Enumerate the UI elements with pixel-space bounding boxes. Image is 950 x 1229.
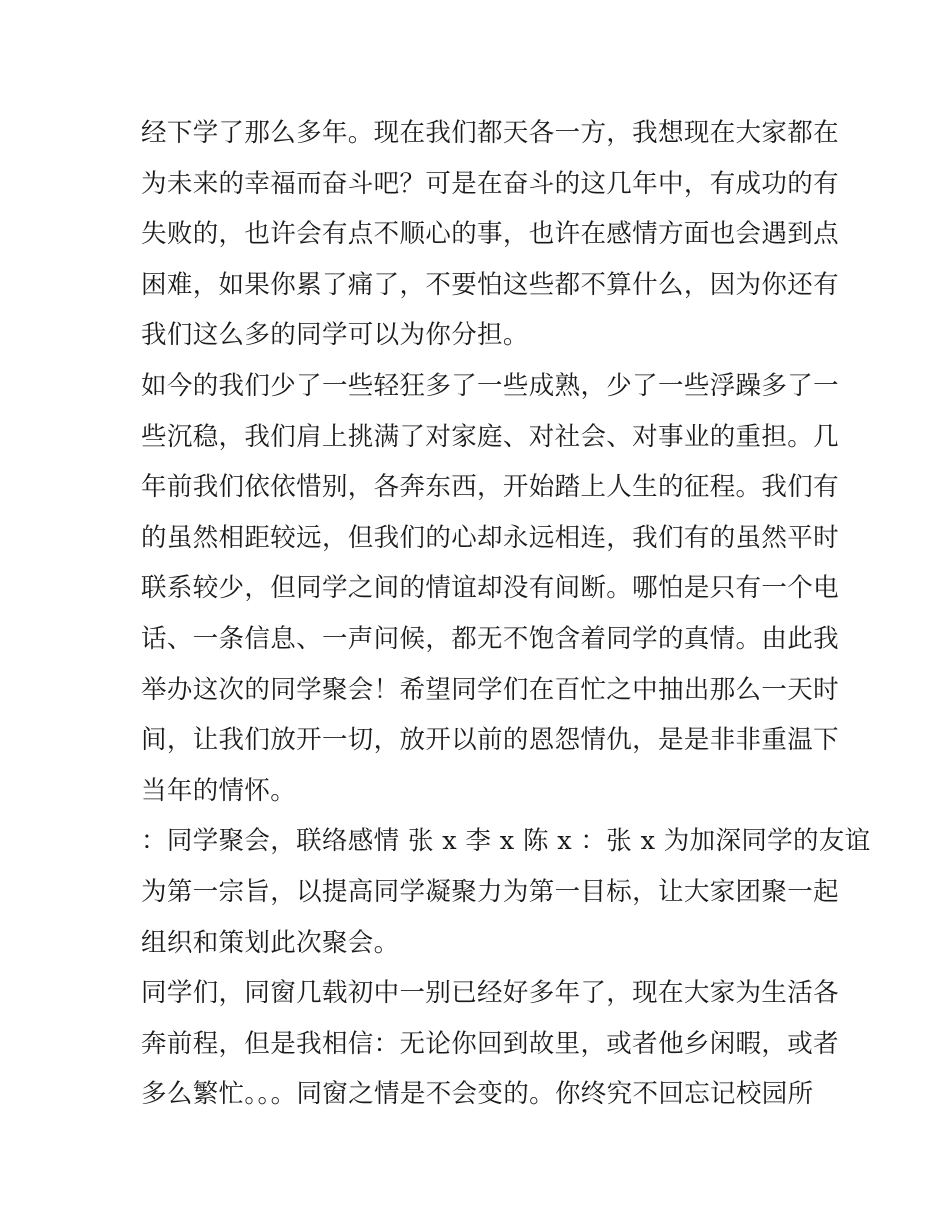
text-line: 联系较少，但同学之间的情谊却没有间断。哪怕是只有一个电 bbox=[141, 573, 839, 604]
text-line: 组织和策划此次聚会。 bbox=[141, 927, 400, 958]
text-line: 为未来的幸福而奋斗吧？可是在奋斗的这几年中，有成功的有 bbox=[141, 168, 839, 199]
text-line: 间，让我们放开一切，放开以前的恩怨情仇，是是非非重温下 bbox=[141, 725, 839, 756]
text-line: 奔前程，但是我相信：无论你回到故里，或者他乡闲暇，或者 bbox=[141, 1028, 839, 1059]
text-line: 年前我们依依惜别，各奔东西，开始踏上人生的征程。我们有 bbox=[141, 472, 839, 503]
paragraph-4 bbox=[141, 968, 839, 1120]
text-line: 为第一宗旨，以提高同学凝聚力为第一目标，让大家团聚一起 bbox=[141, 876, 839, 907]
text-line: 话、一条信息、一声问候，都无不饱含着同学的真情。由此我 bbox=[141, 623, 839, 654]
text-line: ：同学聚会，联络感情 张 x 李 x 陈 x ：张 x 为加深同学的友谊 bbox=[141, 826, 871, 857]
paragraph-3 bbox=[141, 816, 871, 968]
text-line: 经下学了那么多年。现在我们都天各一方，我想现在大家都在 bbox=[141, 118, 839, 148]
text-line: 的虽然相距较远，但我们的心却永远相连，我们有的虽然平时 bbox=[141, 522, 839, 553]
text-line: 当年的情怀。 bbox=[141, 775, 297, 806]
text-line: 些沉稳，我们肩上挑满了对家庭、对社会、对事业的重担。几 bbox=[141, 421, 839, 452]
text-line: 困难，如果你累了痛了，不要怕这些都不算什么，因为你还有 bbox=[141, 269, 839, 300]
paragraph-1 bbox=[141, 108, 839, 361]
document-body bbox=[141, 108, 871, 1120]
text-line: 同学们，同窗几载初中一别已经好多年了，现在大家为生活各 bbox=[141, 978, 839, 1009]
text-line: 我们这么多的同学可以为你分担。 bbox=[141, 320, 529, 351]
text-line: 如今的我们少了一些轻狂多了一些成熟，少了一些浮躁多了一 bbox=[141, 370, 839, 401]
paragraph-2 bbox=[141, 361, 839, 816]
text-line: 多么繁忙。。。同窗之情是不会变的。你终究不回忘记校园所 bbox=[141, 1079, 814, 1110]
text-line: 失败的，也许会有点不顺心的事，也许在感情方面也会遇到点 bbox=[141, 219, 839, 250]
text-line: 举办这次的同学聚会！希望同学们在百忙之中抽出那么一天时 bbox=[141, 674, 839, 705]
